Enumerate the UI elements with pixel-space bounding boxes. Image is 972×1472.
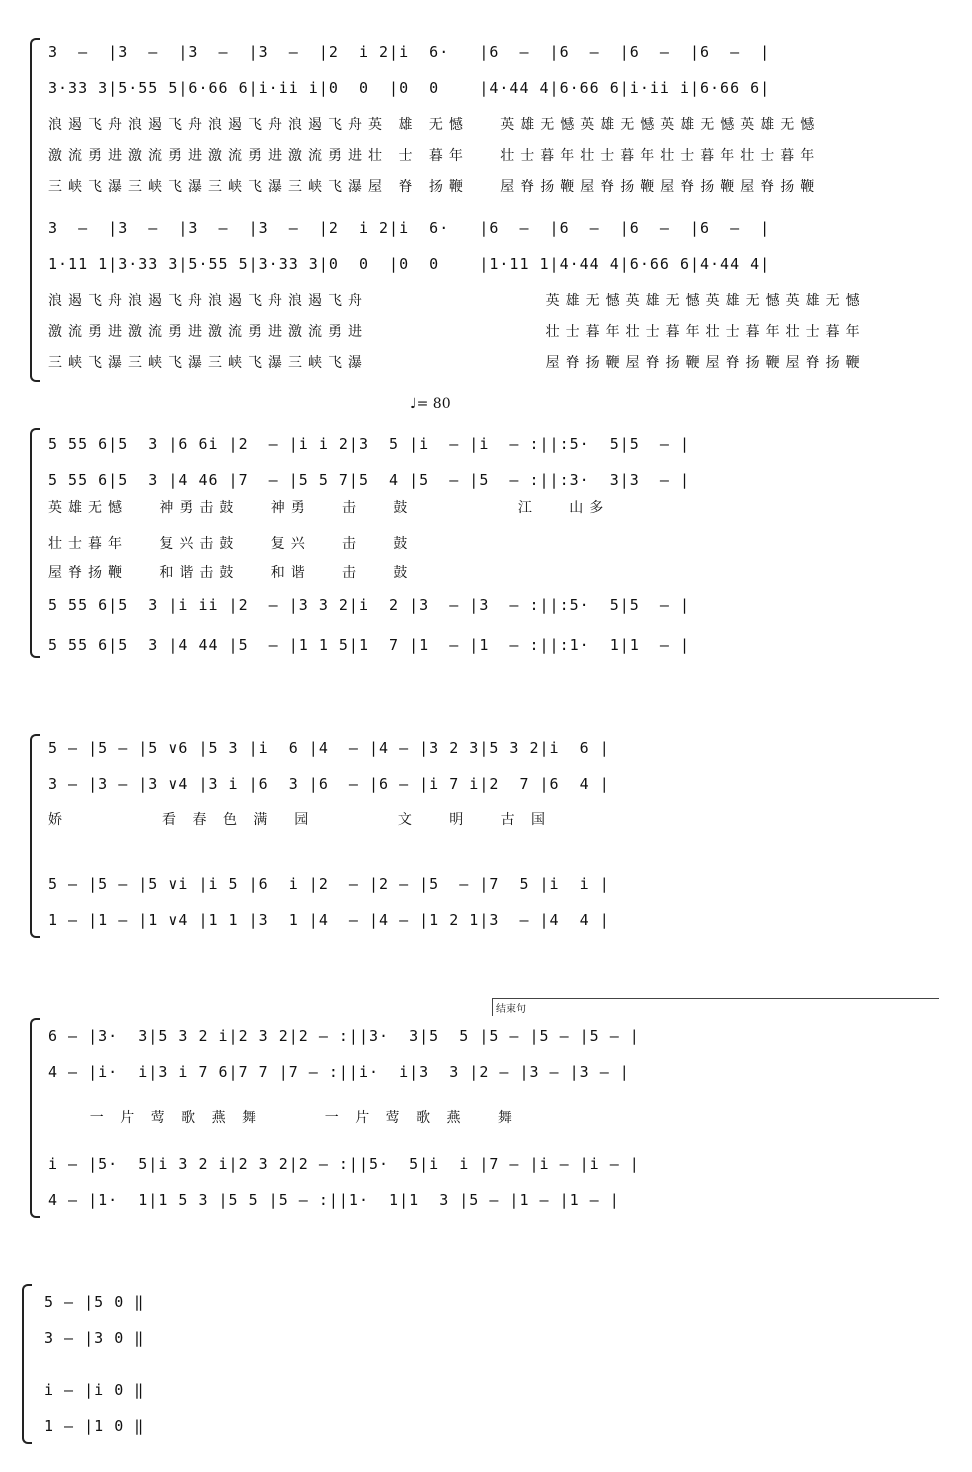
- lyric-line-6: 三峡飞瀑三峡飞瀑三峡飞瀑三峡飞瀑 屋脊扬鞭屋脊扬鞭屋脊扬鞭屋脊扬鞭: [48, 355, 866, 371]
- alto-row: 3 — |3 — |3 ∨4 |3 i |6 3 |6 — |6 — |i 7 i|2 7 |6 4 |: [48, 775, 610, 793]
- bass-row: 5 55 6|5 3 |4 44 |5 — |1 1 5|1 7 |1 — |1 — :||:1· 1|1 — |: [48, 636, 690, 654]
- staff-brace: [30, 1018, 40, 1218]
- tenor-row: i — |i 0 ‖: [44, 1381, 145, 1399]
- tenor-row: 3 — |3 — |3 — |3 — |2 i 2|i 6· |6 — |6 — |6 — |6 — |: [48, 219, 771, 237]
- alto-row: 3 — |3 0 ‖: [44, 1329, 145, 1347]
- staff-brace: [30, 428, 40, 658]
- lyric-line-1: 一 片 莺 歌 燕 舞 一 片 莺 歌 燕 舞: [48, 1110, 518, 1126]
- system-3: [0, 724, 972, 944]
- ending-label: 结束句: [492, 998, 939, 1016]
- bass-row: 1·11 1|3·33 3|5·55 5|3·33 3|0 0 |0 0 |1·11 1|4·44 4|6·66 6|4·44 4|: [48, 255, 771, 273]
- bass-row: 1 — |1 0 ‖: [44, 1417, 145, 1435]
- bass-row: 4 — |1· 1|1 5 3 |5 5 |5 — :||1· 1|1 3 |5 — |1 — |1 — |: [48, 1191, 620, 1209]
- lyric-line-2: 壮士暮年 复兴击鼓 复兴 击 鼓: [48, 536, 414, 552]
- staff-brace: [30, 734, 40, 938]
- staff-brace: [30, 38, 40, 382]
- tenor-row: i — |5· 5|i 3 2 i|2 3 2|2 — :||5· 5|i i |7 — |i — |i — |: [48, 1155, 640, 1173]
- soprano-row: 5 55 6|5 3 |6 6i |2 — |i i 2|3 5 |i — |i — :||:5· 5|5 — |: [48, 435, 690, 453]
- lyric-line-3: 三峡飞瀑三峡飞瀑三峡飞瀑三峡飞瀑屋 脊 扬鞭 屋脊扬鞭屋脊扬鞭屋脊扬鞭屋脊扬鞭: [48, 179, 821, 195]
- alto-row: 4 — |i· i|3 i 7 6|7 7 |7 — :||i· i|3 3 |2 — |3 — |3 — |: [48, 1063, 630, 1081]
- lyric-line-3: 屋脊扬鞭 和谐击鼓 和谐 击 鼓: [48, 565, 414, 581]
- soprano-row: 3 — |3 — |3 — |3 — |2 i 2|i 6· |6 — |6 — |6 — |6 — |: [48, 43, 771, 61]
- system-1: [0, 30, 972, 380]
- tenor-row: 5 — |5 — |5 ∨i |i 5 |6 i |2 — |2 — |5 — |7 5 |i i |: [48, 875, 610, 893]
- staff-brace: [22, 1284, 32, 1444]
- system-5: [0, 1270, 972, 1450]
- bass-row: 1 — |1 — |1 ∨4 |1 1 |3 1 |4 — |4 — |1 2 1|3 — |4 4 |: [48, 911, 610, 929]
- lyric-line-2: 激流勇进激流勇进激流勇进激流勇进壮 士 暮年 壮士暮年壮士暮年壮士暮年壮士暮年: [48, 148, 821, 164]
- lyric-line-1: 浪遏飞舟浪遏飞舟浪遏飞舟浪遏飞舟英 雄 无憾 英雄无憾英雄无憾英雄无憾英雄无憾: [48, 117, 821, 133]
- lyric-line-5: 激流勇进激流勇进激流勇进激流勇进 壮士暮年壮士暮年壮士暮年壮士暮年: [48, 324, 866, 340]
- alto-row: 5 55 6|5 3 |4 46 |7 — |5 5 7|5 4 |5 — |5 — :||:3· 3|3 — |: [48, 471, 690, 489]
- system-4: [0, 994, 972, 1224]
- tenor-row: 5 55 6|5 3 |i ii |2 — |3 3 2|i 2 |3 — |3 — :||:5· 5|5 — |: [48, 596, 690, 614]
- soprano-row: 5 — |5 — |5 ∨6 |5 3 |i 6 |4 — |4 — |3 2 3|5 3 2|i 6 |: [48, 739, 610, 757]
- tempo-marking: ♩= 80: [410, 396, 451, 412]
- lyric-line-1: 英雄无憾 神勇击鼓 神勇 击 鼓 江 山多: [48, 500, 610, 516]
- soprano-row: 6 — |3· 3|5 3 2 i|2 3 2|2 — :||3· 3|5 5 |5 — |5 — |5 — |: [48, 1027, 640, 1045]
- lyric-line-4: 浪遏飞舟浪遏飞舟浪遏飞舟浪遏飞舟 英雄无憾英雄无憾英雄无憾英雄无憾: [48, 293, 866, 309]
- alto-row: 3·33 3|5·55 5|6·66 6|i·ii i|0 0 |0 0 |4·44 4|6·66 6|i·ii i|6·66 6|: [48, 79, 771, 97]
- lyric-line-1: 娇 看 春 色 满 园 文 明 古 国: [48, 812, 552, 828]
- system-2: [0, 392, 972, 662]
- soprano-row: 5 — |5 0 ‖: [44, 1293, 145, 1311]
